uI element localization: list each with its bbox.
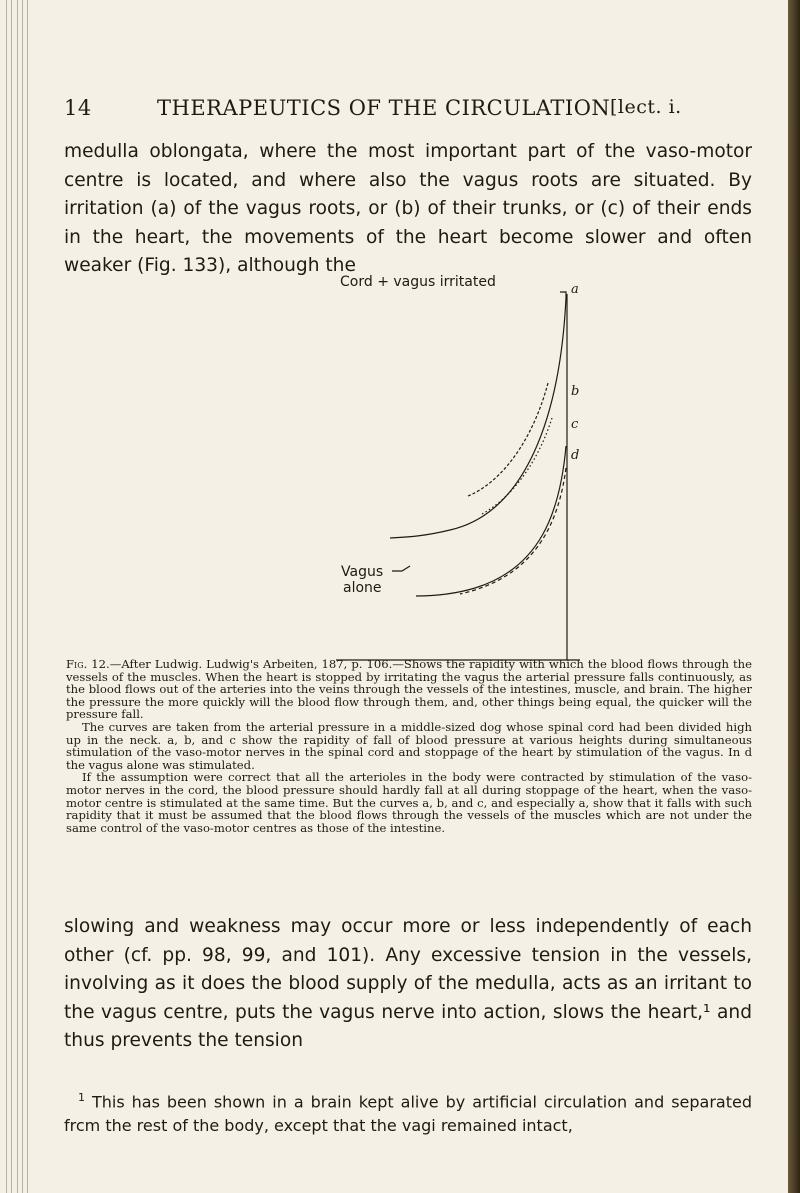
body-paragraph-2: slowing and weakness may occur more or less independently of each other (cf. pp. 98, 99, and 101). Any excessive tension in the vessels, involving as it does the blood supply of the medulla, acts as an irritant to the vagus centre, puts the vagus nerve into action, slows the heart,¹ and thus prevents the tension bbox=[64, 916, 752, 1051]
figure-caption bbox=[66, 658, 752, 834]
curve-b bbox=[468, 383, 548, 496]
caption-paragraph-2: The curves are taken from the arterial pressure in a middle-sized dog whose spinal cord had been divided high up in the neck. a, b, and c show the rapidity of fall of blood pressure at various heights during simultaneous stimulation of the vaso-motor nerves in the spinal cord and stoppage of the heart by stimulation of the vagus. In d the vagus alone was stimulated. bbox=[66, 719, 752, 772]
label-cord-vagus-irritated: Cord + vagus irritated bbox=[340, 274, 496, 290]
body-paragraph-1: medulla oblongata, where the most important part of the vaso-motor centre is located, and where also the vagus roots are situated. By irritation (a) of the vagus roots, or (b) of their trunks, or (c) of their ends in the heart, the movements of the heart become slower and often weaker (Fig. 133), although the bbox=[64, 141, 752, 276]
caption-paragraph-3: If the assumption were correct that all the arterioles in the body were contracted by stimulation of the vaso-motor nerves in the cord, the blood pressure should hardly fall at all during stoppage of the heart, when the vaso-motor centre is stimulated at the same time. But the curves a, b, and c, and especially a, show that it falls with such rapidity that it must be assumed that the blood flows through the vessels of the muscles which are not under the same control of the vaso-motor centres as those of the intestine. bbox=[66, 770, 752, 835]
label-curve-d: d bbox=[571, 448, 580, 463]
caption-figure-number: Fig. 12. bbox=[66, 657, 110, 671]
curve-d bbox=[416, 446, 566, 596]
page-number: 14 bbox=[64, 96, 92, 120]
running-title: THERAPEUTICS OF THE CIRCULATION bbox=[157, 96, 611, 120]
footnote-text: This has been shown in a brain kept alive by artificial circulation and separated frcm the rest of the body, except that the vagi remained intact, bbox=[64, 1092, 752, 1136]
figure-blood-pressure-curves bbox=[240, 268, 620, 670]
curves-diagram bbox=[240, 268, 620, 670]
label-curve-a: a bbox=[571, 282, 579, 297]
label-curve-b: b bbox=[571, 384, 580, 399]
footnote-mark: 1 bbox=[78, 1091, 85, 1104]
running-header bbox=[64, 96, 784, 128]
vagus-pointer bbox=[392, 566, 410, 571]
footnote bbox=[64, 1086, 752, 1138]
label-alone: alone bbox=[343, 580, 382, 596]
cord-pointer bbox=[560, 292, 566, 298]
curve-c bbox=[482, 418, 552, 514]
lecture-marker: [lect. i. bbox=[610, 96, 682, 118]
caption-paragraph-1 bbox=[66, 658, 752, 721]
binding-gutter bbox=[0, 0, 30, 1193]
label-vagus: Vagus bbox=[341, 564, 384, 580]
curve-a bbox=[390, 298, 566, 538]
caption-text-1: —After Ludwig. Ludwig's Arbeiten, 187, p. 106.—Shows the rapidity with which the blood flows through the vessels of the muscles. When the heart is stopped by irritating the vagus the arterial pressure falls continuously, as the blood flows out of the arteries into the veins through the vessels of the intestines, muscle, and brain. The higher the pressure the more quickly will the blood flow through them, and, other things being equal, the quicker will the pressure fall. bbox=[66, 657, 752, 722]
page-edge bbox=[788, 0, 800, 1193]
label-curve-c: c bbox=[571, 417, 579, 432]
